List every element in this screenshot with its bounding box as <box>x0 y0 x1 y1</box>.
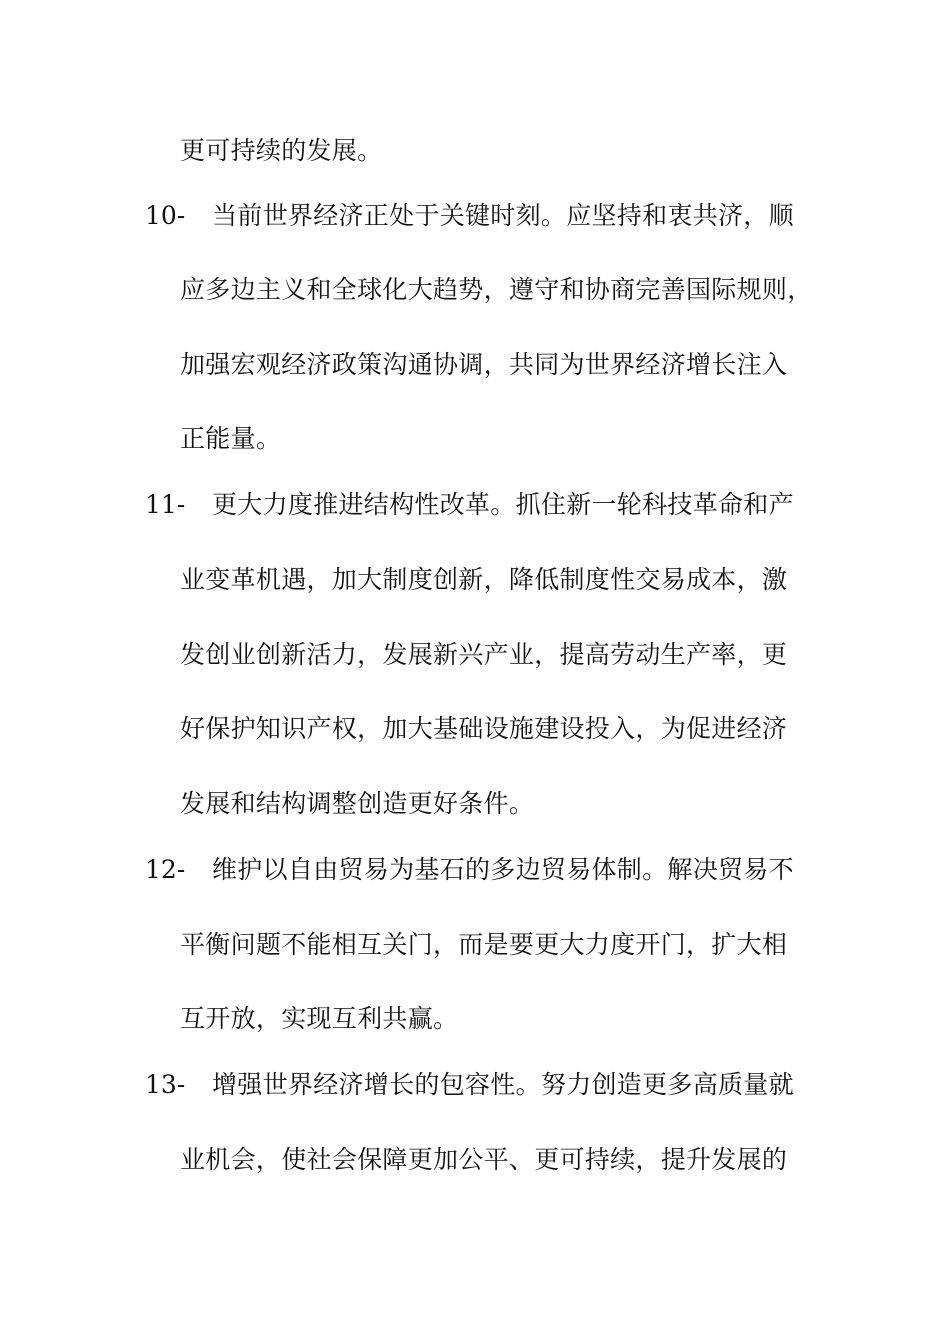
text-line: 更大力度推进结构性改革。抓住新一轮科技革命和产 <box>212 490 794 519</box>
text-line: 增强世界经济增长的包容性。努力创造更多高质量就 <box>212 1070 794 1099</box>
text-line: 业变革机遇，加大制度创新，降低制度性交易成本，激 <box>180 565 788 594</box>
text-line: 互开放，实现互利共赢。 <box>180 1004 459 1033</box>
text-line: 更可持续的发展。 <box>180 136 383 165</box>
text-line: 当前世界经济正处于关键时刻。应坚持和衷共济，顺 <box>212 201 794 230</box>
item-number-11: 11- <box>145 490 186 519</box>
text-line: 应多边主义和全球化大趋势，遵守和协商完善国际规则， <box>180 275 813 304</box>
text-line: 加强宏观经济政策沟通协调，共同为世界经济增长注入 <box>180 350 788 379</box>
text-line: 业机会，使社会保障更加公平、更可持续，提升发展的 <box>180 1145 788 1174</box>
item-number-12: 12- <box>145 855 186 884</box>
text-line: 发创业创新活力，发展新兴产业，提高劳动生产率，更 <box>180 640 788 669</box>
text-line: 维护以自由贸易为基石的多边贸易体制。解决贸易不 <box>212 855 794 884</box>
text-line: 正能量。 <box>180 424 282 453</box>
item-number-10: 10- <box>145 201 186 230</box>
text-line: 发展和结构调整创造更好条件。 <box>180 789 535 818</box>
text-line: 好保护知识产权，加大基础设施建设投入，为促进经济 <box>180 714 788 743</box>
text-line: 平衡问题不能相互关门，而是要更大力度开门，扩大相 <box>180 930 788 959</box>
item-number-13: 13- <box>145 1070 186 1099</box>
